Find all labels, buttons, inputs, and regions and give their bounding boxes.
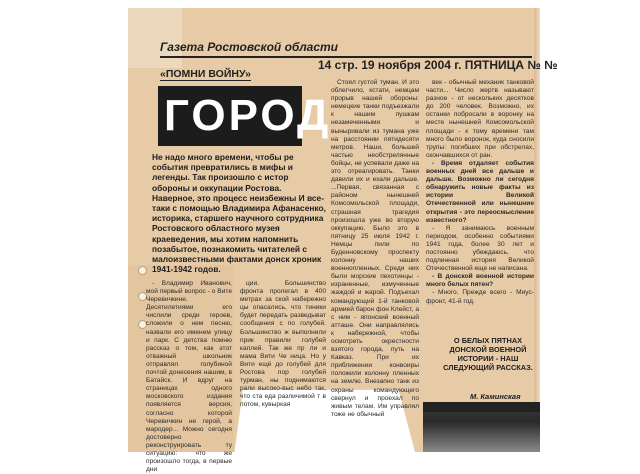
column-text: - Много. Прежде всего - Миус-фронт, 41-й год. xyxy=(426,289,534,305)
section-rubric: «ПОМНИ ВОЙНУ» xyxy=(160,68,251,80)
issue-line: 14 стр. 19 ноября 2004 г. ПЯТНИЦА № № xyxy=(318,58,558,72)
scanner-glare xyxy=(128,8,182,68)
article-column-3 xyxy=(331,79,419,418)
article-lead: Не надо много времени, чтобы ре события превратились в мифы и легенды. Так произошло с истор обороны и оккупации Ростова. Наверное, это процесс неизбежны И все-таки с помощью Владимира Афанасенко, историка, старшего научного сотрудника Ростовского областного музея краеведения, мы хотим напомнить позабытое, познакомить читателей с малоизвестными фактами донск хроник 1941-1942 годов. xyxy=(152,152,326,275)
newspaper-name: Газета Ростовской области xyxy=(160,40,339,54)
author-signature: М. Каминская xyxy=(470,392,521,401)
next-story-tease: О БЕЛЫХ ПЯТНАХ ДОНСКОЙ ВОЕННОЙ ИСТОРИИ - НАШ СЛЕДУЮЩИЙ РАССКАЗ. xyxy=(443,336,533,372)
article-column-1 xyxy=(146,280,232,474)
column-text: век - обычный механик танковой части... Число жертв называют разное - от нескольких десятков до 200 человек. Возможно, их останки побросали в воронку на месте нынешней Комсомольской площади - к тому времени там много было воронок, куда сносили трупы: погибших при обстрелах, скончавшихся от ран. xyxy=(426,79,534,159)
column-text: - Я занимаюсь военным периодом, особенно событиями 1941 года, более 30 лет и постоянно убеждаюсь, что подлинная история Великой Отечественной еще не написана. xyxy=(426,224,534,273)
interview-question: - Время отдаляет события военных дней все дальше и дальше. Возможно ли сегодня обнаружить новые факты из истории Великой Отечественной или нынешние открытия - это переосмысление известного? xyxy=(426,159,534,224)
column-text: ции. Большинство фронта пролегал в 400 метрах за ской набережно цы опасались, что тиники будет передать разведыват сообщения с по голубей. Большинство ж выполнили прик правили голубей каплей. Так же пр ли и мама Вити Че ница. Но у Вити ещё до голубей для Ростова пор голубей турман, ны поднимаются рали высоко-выс небо так, что ста еда различимой т в потом, кувыркая xyxy=(240,280,326,409)
interview-question: - В донской военной истории много белых пятен? xyxy=(426,273,534,289)
column-text: - Владимир Иванович, мой первый вопрос - о Вите Черевичкине. Десятилетиями его числили среди героев, сложили о нем песню, назвали его именем улицу и парк. С детства помню рассказ о том, как этот отважный школьник отправлял голубиной почтой донесения нашим, в Батайск. И вдруг на страницах одного московского издания появляется версия, согласно которой Черевичкин не герой, а мародер... Можно сегодня достоверно реконструировать ту ситуацию: что же произошло тогда, в первые дни xyxy=(146,280,232,474)
punch-hole xyxy=(138,266,147,275)
article-column-2 xyxy=(240,280,326,452)
column-text: Стоял густой туман. И это облегчило, кстати, немцам прорыв нашей обороны: немецкие танки подъезжали к нашим пушкам незамеченными и выныривали из тумана уже на расстоянии пятидесяти метров. Наши, большей частью необстрелянные бойцы, не успевали даже на это отреагировать. Танки давили их и ехали дальше. ...Первая, связанная с районом нынешней Комсомольской площади, страшная трагедия произошла уже во вторую оккупацию. Было это в пятницу 25 июля 1942 г. Немцы пили по Буденновскому проспекту колонну наших военнопленных. Среди них были морские пехотинцы - израненные, измученные жаждой и жарой. Подъехал командующий 1-й танковой армией барон фон Клейст, а с ним - японский военный атташе. Они направлялись к набережной, чтобы осмотреть окрестности взятого города, путь на Кавказ. При их приближении конвоиры положили колонну пленных на землю. Внезапно танк из охраны командующего свернул и проехал по живым телам. Им управлял тоже не обычный xyxy=(331,79,419,418)
photo-top-border xyxy=(423,402,540,412)
headline-band xyxy=(158,86,332,146)
headline: ГОРОД xyxy=(164,91,332,140)
